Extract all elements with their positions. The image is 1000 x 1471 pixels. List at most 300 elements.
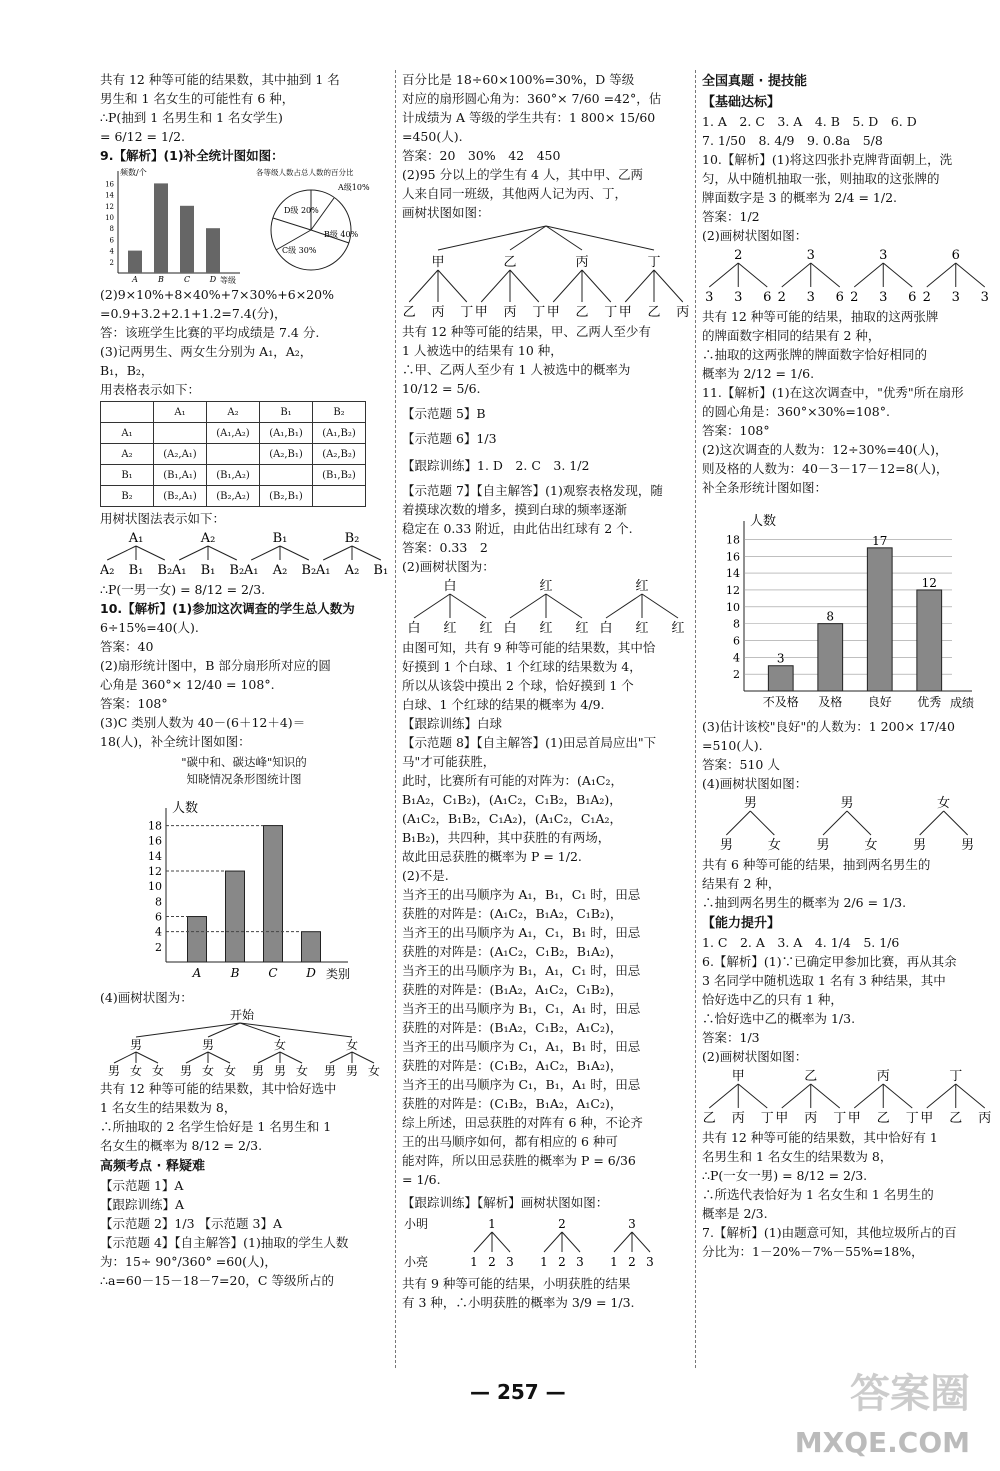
y-tick-label: 8 — [109, 225, 114, 234]
tree-leaf: 丁 — [460, 305, 474, 320]
bar-chart-grades — [702, 497, 992, 717]
tree-branch — [510, 270, 539, 302]
x-tick-label: B — [158, 275, 164, 284]
table-cell — [260, 465, 313, 486]
tree-leaf: 丁 — [905, 1111, 919, 1126]
table-row — [101, 486, 366, 507]
y-tick-label: 8 — [733, 617, 740, 631]
text-line: 【示范题 5】B — [402, 406, 486, 421]
q9-figures — [100, 165, 388, 285]
y-tick-label: 18 — [148, 819, 162, 833]
tree-branch — [179, 546, 208, 560]
text-line: 马"才可能获胜， — [402, 754, 496, 769]
text-line: 画树状图如图： — [402, 205, 490, 220]
tree-root: 3 — [806, 248, 815, 263]
tree-branch — [927, 1084, 956, 1108]
text-line: B₁A₂，C₁B₂)，(A₁C₂，C₁B₂，B₁A₂)， — [402, 792, 622, 807]
tree-leaf: 男 — [719, 838, 733, 853]
tree-leaf: 女 — [129, 1064, 143, 1078]
y-tick-label: 10 — [726, 600, 740, 614]
text-line: (3)估计该校"良好"的人数为：1 200× 17/40 — [702, 719, 955, 734]
text-line: 名男生和 1 名女生的结果数为 8， — [702, 1149, 893, 1164]
text-line: 【跟踪训练】白球 — [402, 716, 503, 731]
tree-branch — [632, 1232, 650, 1252]
tree-branch — [614, 1232, 632, 1252]
y-tick-label: 4 — [733, 651, 740, 665]
text-line: (2)画树状图如图： — [702, 228, 808, 243]
table-cell: (A₂,B₁) — [260, 444, 313, 465]
table-cell: B₂ — [313, 402, 366, 423]
text-line: 共有 12 种等可能的结果数，其中恰好选中 — [100, 1081, 337, 1096]
text-line: 【跟踪训练】【解析】画树状图如图： — [402, 1195, 609, 1210]
text-line: 7.【解析】(1)由题意可知，其他垃圾所占的百 — [702, 1225, 957, 1240]
tree-mid: 男 — [201, 1038, 215, 1052]
x-tick-label: 不及格 — [762, 695, 799, 709]
tree-branch — [823, 811, 847, 835]
text-line: 有 3 种，∴小明获胜的概率为 3/9 = 1/3. — [402, 1295, 635, 1310]
tree-leaf: 男 — [345, 1064, 359, 1078]
text-line: 【示范题 8】【自主解答】(1)田忌首局应出"下 — [402, 735, 657, 750]
text-line: ∴P(一女一男) = 8/12 = 2/3. — [702, 1168, 868, 1183]
text-line: 获胜的对阵是：(B₁A₂，A₁C₂，C₁B₂)， — [402, 982, 623, 997]
tree-root: 女 — [937, 796, 951, 811]
text-line: 当齐王的出马顺序为 B₁，A₁，C₁ 时，田忌 — [402, 963, 641, 978]
tree-leaf: 男 — [816, 838, 830, 853]
text-line: 为：15÷ 90°/360° =60(人)， — [100, 1254, 277, 1269]
tree-leaf: 6 — [908, 290, 917, 305]
text-line: (2)画树状图为： — [402, 559, 495, 574]
tree-leaf: 男 — [251, 1064, 265, 1078]
bar — [154, 183, 168, 273]
page-number: — 257 — — [470, 1380, 566, 1404]
tree-branch — [944, 811, 968, 835]
tree-leaf: 男 — [961, 838, 975, 853]
section-heading: 全国真题 · 提技能 — [702, 74, 807, 89]
y-tick-label: 2 — [733, 668, 740, 682]
q9-pie-chart — [256, 165, 386, 285]
tree-leaf: 乙 — [876, 1111, 890, 1126]
tree-branch — [854, 1084, 883, 1108]
tree-root: 1 — [488, 1217, 496, 1231]
text-line: ∴所抽取的 2 名学生恰好是 1 名男生和 1 — [100, 1119, 332, 1134]
tree-branch — [208, 546, 237, 560]
tree-branch — [544, 1232, 562, 1252]
tree-branch — [414, 594, 450, 618]
y-tick-label: 12 — [148, 865, 162, 879]
tree-leaf: 丙 — [431, 305, 445, 320]
tree-leaf: 白 — [599, 621, 613, 636]
tree-diagram — [702, 245, 992, 307]
text-line: 10.【解析】(1)将这四张扑克牌背面朝上，洗 — [702, 152, 953, 167]
text-line: 对应的扇形圆心角为：360°× 7/60 =42°，估 — [402, 91, 662, 106]
tree-leaf: 甲 — [546, 305, 560, 320]
text-line: 男生和 1 名女生的可能性有 6 种， — [100, 91, 295, 106]
text-line: 1. A 2. C 3. A 4. B 5. D 6. D — [702, 114, 917, 129]
bar — [302, 932, 321, 962]
tree-leaf: 6 — [763, 290, 772, 305]
text-line: 着摸球次数的增多，摸到白球的频率逐渐 — [402, 502, 628, 517]
tree-branch — [709, 263, 738, 287]
text-line: (2)扇形统计图中，B 部分扇形所对应的圆 — [100, 658, 331, 673]
text-line: 答案：20 30% 42 450 — [402, 148, 561, 163]
text-line: 7. 1/50 8. 4/9 9. 0.8a 5/8 — [702, 133, 883, 148]
pie9-label-b: B级 40% — [324, 230, 359, 239]
text-line: ∴所选代表恰好为 1 名女生和 1 名男生的 — [702, 1187, 934, 1202]
x-axis-label: 成绩 — [949, 696, 974, 710]
text-line: 6.【解析】(1)∵已确定甲参加比赛，再从其余 — [702, 954, 957, 969]
table-cell: B₂ — [101, 486, 154, 507]
x-tick-label: 良好 — [867, 695, 892, 709]
tree-leaf: 男 — [323, 1064, 337, 1078]
tree-leaf: 丁 — [532, 305, 546, 320]
text-line: 答案：1/3 — [702, 1030, 760, 1045]
tree-leaf: 男 — [913, 838, 927, 853]
tree-leaf: 丙 — [503, 305, 517, 320]
tree-branch — [107, 546, 136, 560]
tree-leaf: 男 — [273, 1064, 287, 1078]
table-cell: (A₂,A₁) — [154, 444, 207, 465]
text-line: 获胜的对阵是：(C₁B₂，B₁A₂，A₁C₂)， — [402, 1096, 623, 1111]
y-axis-label: 人数 — [750, 514, 777, 529]
tree-leaf: 3 — [506, 1255, 514, 1269]
tree-branch — [208, 1052, 230, 1063]
text-line: 【示范题 7】【自主解答】(1)观察表格发现，随 — [402, 483, 663, 498]
chart10-title: 知晓情况条形图统计图 — [186, 772, 302, 786]
tree-root: B₁ — [272, 531, 288, 546]
tree-branch — [450, 594, 486, 618]
bar9-xlabel: 等级 — [220, 276, 236, 285]
tree-branch — [738, 1084, 767, 1108]
q9-bar-chart — [100, 165, 250, 285]
text-line: 匀，从中随机抽取一张，则抽取的这张牌的 — [702, 171, 940, 186]
text-line: 故此田忌获胜的概率为 P = 1/2. — [402, 849, 582, 864]
tree-branch — [258, 1052, 280, 1063]
tree-branch — [956, 263, 985, 287]
tree-leaf: 红 — [671, 621, 685, 636]
tree-leaf: 乙 — [647, 305, 661, 320]
text-line: 【示范题 1】A — [100, 1178, 184, 1193]
chart10-title: "碳中和、碳达峰"知识的 — [181, 755, 307, 769]
tree-root: 乙 — [503, 255, 517, 270]
tree-branch — [186, 1052, 208, 1063]
pie9-label-c: C级 30% — [282, 246, 317, 255]
text-line: 【跟踪训练】1. D 2. C 3. 1/2 — [402, 458, 590, 473]
column-divider — [395, 70, 396, 1368]
tree-branch — [492, 1232, 510, 1252]
text-line: 计成绩为 A 等级的学生共有：1 800× 15/60 — [402, 110, 656, 125]
tree-leaf: B₁ — [128, 563, 144, 578]
text-line: 用表格表示如下： — [100, 382, 201, 397]
table-cell: A₂ — [207, 402, 260, 423]
text-line: ∴P(抽到 1 名男生和 1 名女学生) — [100, 110, 283, 125]
tree-leaf: 女 — [367, 1064, 381, 1078]
tree-diagram — [702, 793, 992, 855]
tree-leaf: A₂ — [344, 563, 360, 578]
tree-branch — [240, 1023, 352, 1037]
tree-branch — [553, 270, 582, 302]
text-line: 的圆心角是：360°×30%=108°. — [702, 404, 890, 419]
text-line: 【示范题 2】1/3 【示范题 3】A — [100, 1216, 282, 1231]
text-line: (2)95 分以上的学生有 4 人，其中甲、乙两 — [402, 167, 643, 182]
tree-root: A₂ — [200, 531, 216, 546]
text-line: (2)9×10%+8×40%+7×30%+6×20% — [100, 287, 334, 302]
tree-branch — [750, 811, 774, 835]
text-line: 当齐王的出马顺序为 A₁，B₁，C₁ 时，田忌 — [402, 887, 641, 902]
tree-leaf: 男 — [179, 1064, 193, 1078]
text-line: 答案：108° — [702, 423, 770, 438]
text-line: ∴甲、乙两人至少有 1 人被选中的概率为 — [402, 362, 631, 377]
tree-leaf: B₁ — [373, 563, 388, 578]
tree-branch — [474, 1232, 492, 1252]
y-tick-label: 16 — [726, 550, 740, 564]
tree-root: B₂ — [344, 531, 360, 546]
pair-table — [100, 401, 366, 507]
tree-branch — [782, 1084, 811, 1108]
tree-branch — [709, 1084, 738, 1108]
text-line: =510(人). — [702, 738, 763, 753]
watermark-logo: 答案圈 — [850, 1371, 970, 1417]
tree-branch — [546, 226, 654, 250]
tree-leaf: 2 — [850, 290, 859, 305]
text-line: = 6/12 = 1/2. — [100, 129, 186, 144]
tree-leaf: 红 — [635, 621, 649, 636]
text-line: (2)画树状图如图： — [702, 1049, 808, 1064]
tree-root: 丙 — [876, 1069, 890, 1084]
text-line: (2)这次调查的人数为：12÷30%=40(人)， — [702, 442, 948, 457]
tree-leaf: 红 — [479, 621, 493, 636]
x-tick-label: 优秀 — [917, 695, 942, 709]
text-line: 获胜的对阵是：(B₁A₂，C₁B₂，A₁C₂)， — [402, 1020, 623, 1035]
tree-leaf: 3 — [951, 290, 960, 305]
tree-leaf: 丙 — [731, 1111, 745, 1126]
tree-branch — [114, 1052, 136, 1063]
y-tick-label: 16 — [148, 834, 162, 848]
pie9-title: 各等级人数占总人数的百分比 — [256, 168, 354, 177]
text-line: 的牌面数字相同的结果有 2 种， — [702, 328, 881, 343]
pie9-label-d: D级 20% — [284, 206, 319, 215]
x-tick-label: D — [306, 966, 316, 980]
tree-leaf: A₁ — [315, 563, 331, 578]
tree-branch — [438, 226, 546, 250]
tree-root: A₁ — [128, 531, 144, 546]
tree-label-xiaoming: 小明 — [404, 1217, 429, 1231]
tree-root: 甲 — [431, 255, 445, 270]
tree-leaf: B₂ — [229, 563, 245, 578]
text-line: 获胜的对阵是：(A₁C₂，C₁B₂，B₁A₂)， — [402, 944, 623, 959]
text-line: 用树状图法表示如下： — [100, 511, 226, 526]
tree-branch — [409, 270, 438, 302]
text-line: 共有 6 种等可能的结果，抽到两名男生的 — [702, 857, 931, 872]
tree-leaf: 2 — [558, 1255, 566, 1269]
text-line: 答：该班学生比赛的平均成绩是 7.4 分. — [100, 325, 320, 340]
tree-branch — [606, 594, 642, 618]
tree-branch — [562, 1232, 580, 1252]
pie9-label-a: A级10% — [338, 183, 370, 192]
text-line: 概率是 2/3. — [702, 1206, 768, 1221]
x-axis-label: 类别 — [325, 967, 350, 981]
tree-leaf: B₂ — [301, 563, 317, 578]
tree-leaf: 甲 — [775, 1111, 789, 1126]
bar — [180, 206, 194, 273]
tree-root: 6 — [951, 248, 960, 263]
tree-leaf: 女 — [864, 838, 878, 853]
text-line: 恰好选中乙的只有 1 种， — [702, 992, 843, 1007]
tree-leaf: 丁 — [604, 305, 618, 320]
x-tick-label: 及格 — [818, 695, 843, 709]
section-heading: 【基础达标】 — [702, 95, 781, 110]
tree-root: 3 — [628, 1217, 636, 1231]
text-line: 人来自同一班级，其他两人记为丙、丁， — [402, 186, 628, 201]
y-tick-label: 14 — [105, 191, 114, 200]
bar — [188, 917, 207, 962]
tree-root: 男 — [840, 796, 854, 811]
text-line: =0.9+3.2+2.1+1.2=7.4(分)， — [100, 306, 287, 321]
text-line: 分比为：1－20%－7%－55%=18%， — [702, 1244, 924, 1259]
text-line: 白球、1 个红球的结果的概率为 4/9. — [402, 697, 605, 712]
tree-branch — [782, 263, 811, 287]
text-line: 1. C 2. A 3. A 4. 1/4 5. 1/6 — [702, 935, 900, 950]
table-cell: A₂ — [101, 444, 154, 465]
text-line: ∴P(一男一女) = 8/12 = 2/3. — [100, 582, 266, 597]
table-cell: B₁ — [260, 402, 313, 423]
column-divider — [695, 70, 696, 1368]
tree-leaf: 红 — [539, 621, 553, 636]
tree-branch — [330, 1052, 352, 1063]
text-line: 获胜的对阵是：(C₁B₂，A₁C₂，B₁A₂)， — [402, 1058, 623, 1073]
section-heading: 【能力提升】 — [702, 916, 781, 931]
tree-root: 甲 — [731, 1069, 745, 1084]
text-line: (4)画树状图如图： — [702, 776, 808, 791]
y-tick-label: 4 — [109, 247, 114, 256]
tree-leaf: 2 — [628, 1255, 636, 1269]
table-cell — [154, 423, 207, 444]
text-line: 结果有 2 种， — [702, 876, 781, 891]
y-tick-label: 18 — [726, 533, 740, 547]
text-line: 1 人被选中的结果有 10 种， — [402, 343, 563, 358]
text-line: B₁B₂)，共四种，其中获胜的有两场， — [402, 830, 611, 845]
text-line: 答案：1/2 — [702, 209, 760, 224]
tree-root: 3 — [879, 248, 888, 263]
tree-diagram — [702, 1066, 992, 1128]
text-line: 获胜的对阵是：(A₁C₂，B₁A₂，C₁B₂)， — [402, 906, 623, 921]
tree-leaf: 丙 — [804, 1111, 818, 1126]
tree-leaf: 6 — [835, 290, 844, 305]
tree-leaf: A₁ — [171, 563, 187, 578]
text-line: 答案：40 — [100, 639, 154, 654]
tree-root: 男 — [743, 796, 757, 811]
tree-branch — [726, 811, 750, 835]
x-tick-label: A — [132, 275, 138, 284]
tree-branch — [956, 1084, 985, 1108]
table-cell: (B₁,B₂) — [313, 465, 366, 486]
y-tick-label: 10 — [105, 214, 114, 222]
bar-chart-knowledge — [100, 788, 388, 988]
y-tick-label: 8 — [155, 895, 162, 909]
data-label: 12 — [921, 575, 937, 590]
table-cell — [313, 486, 366, 507]
tree-branch — [642, 594, 678, 618]
tree-leaf: 红 — [575, 621, 589, 636]
bar — [818, 624, 843, 691]
data-label: 3 — [776, 651, 785, 666]
table-row — [101, 423, 366, 444]
tree-branch — [510, 594, 546, 618]
text-line: 好摸到 1 个白球、1 个红球的结果数为 4， — [402, 659, 642, 674]
tree-leaf: 乙 — [949, 1111, 963, 1126]
tree-branch — [136, 1052, 158, 1063]
tree-leaf: 2 — [922, 290, 931, 305]
bar — [206, 228, 220, 273]
q10-line: 10.【解析】(1)参加这次调查的学生总人数为 — [100, 601, 355, 616]
table-cell: (B₂,A₂) — [207, 486, 260, 507]
tree-mid: 男 — [129, 1038, 143, 1052]
bar — [128, 251, 142, 273]
tree-leaf: 女 — [201, 1064, 215, 1078]
tree-branch — [883, 1084, 912, 1108]
tree-branch — [136, 546, 165, 560]
x-tick-label: D — [209, 275, 217, 284]
bar — [226, 871, 245, 962]
tree-leaf: B₂ — [157, 563, 173, 578]
text-line: 牌面数字是 3 的概率为 2/4 = 1/2. — [702, 190, 898, 205]
text-line: 答案：0.33 2 — [402, 540, 488, 555]
tree-root: 2 — [734, 248, 743, 263]
text-line: 共有 12 种等可能的结果，抽取的这两张牌 — [702, 309, 939, 324]
tree-leaf: 2 — [488, 1255, 496, 1269]
table-cell — [101, 402, 154, 423]
tree-root: 红 — [539, 579, 553, 594]
text-line: ∴a=60－15－18－7=20，C 等级所占的 — [100, 1273, 334, 1288]
y-tick-label: 6 — [155, 910, 162, 924]
data-label: 17 — [872, 533, 888, 548]
tree-root: 乙 — [804, 1069, 818, 1084]
text-line: 则及格的人数为：40－3－17－12=8(人)， — [702, 461, 949, 476]
text-line: 共有 12 种等可能的结果数，其中抽到 1 名 — [100, 72, 340, 87]
column-1 — [100, 70, 388, 1290]
text-line: 所以从该袋中摸出 2 个球，恰好摸到 1 个 — [402, 678, 634, 693]
tree-root: 丁 — [949, 1069, 963, 1084]
tree-leaf: 1 — [540, 1255, 548, 1269]
tree-leaf: 1 — [610, 1255, 618, 1269]
text-line: 补全条形统计图如图： — [702, 480, 828, 495]
text-line: 【跟踪训练】A — [100, 1197, 185, 1212]
tree-leaf: A₁ — [243, 563, 259, 578]
tree-branch — [323, 546, 352, 560]
tree-leaf: 丙 — [676, 305, 690, 320]
q9-heading: 9.【解析】(1)补全统计图如图： — [100, 148, 284, 163]
bar — [917, 590, 942, 691]
table-cell: B₁ — [101, 465, 154, 486]
text-line: 共有 9 种等可能的结果，小明获胜的结果 — [402, 1276, 631, 1291]
tree-leaf: 红 — [443, 621, 457, 636]
tree-leaf: 丁 — [760, 1111, 774, 1126]
bar — [264, 826, 283, 962]
text-line: (A₁C₂，B₁B₂，C₁A₂)，(A₁C₂，C₁A₂， — [402, 811, 622, 826]
tree-root: 红 — [635, 579, 649, 594]
tree-diagram — [100, 528, 388, 580]
text-line: ∴恰好选中乙的概率为 1/3. — [702, 1011, 856, 1026]
table-row — [101, 465, 366, 486]
data-label: 8 — [826, 609, 835, 624]
table-cell: (B₁,A₁) — [154, 465, 207, 486]
tree-leaf: 3 — [806, 290, 815, 305]
text-line: (3)记两男生、两女生分别为 A₁，A₂， — [100, 344, 313, 359]
tree-branch — [854, 263, 883, 287]
tree-leaf: 白 — [503, 621, 517, 636]
text-line: (4)画树状图为： — [100, 990, 193, 1005]
text-line: 6÷15%=40(人). — [100, 620, 199, 635]
y-tick-label: 14 — [726, 567, 740, 581]
